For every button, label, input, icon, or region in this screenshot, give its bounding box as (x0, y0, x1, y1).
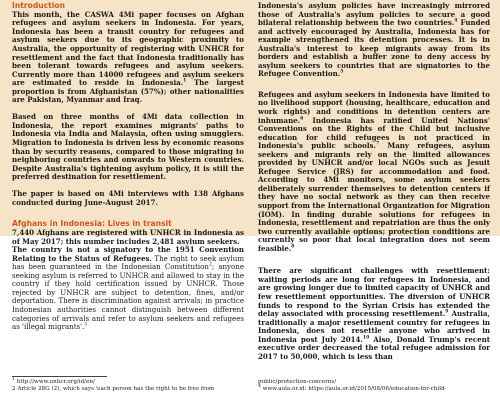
footnote-4: $^4$ www.aula.or.id: https://aula.or.id/2015/08/06/education-for-child- (258, 384, 447, 393)
intro-paragraph-2: Based on three months of 4Mi data collection in Indonesia, the report examines migrants' paths to Indonesia via India and Malaysia, often using smugglers. Migration to Indonesia is driven less by economic reasons than by security reasons, compared to those migrating to neighboring countries and onwards to Western countries. Despite Australia's tightening asylum policy, it is still the preferred destination for resettlement. (12, 112, 244, 182)
right-paragraph-3: There are significant challenges with resettlement: waiting periods are long for refugees in Indonesia, and are growing longer due to limited capacity of UNHCR and few resettlement opportunities. The diversion of UNHCR funds to respond to the Syrian Crisis has extended the delay associated with processing resettlement.$^9$ Australia, traditionally a major resettlement country for refugees in Indonesia, does not resettle anyone who arrived in Indonesia post July 2014.10 Also, Donald Trump's recent executive order decreased the total refugee admission for 2017 to 50,000, which is less than (258, 266, 491, 361)
left-column (12, 0, 244, 332)
right-paragraph-1: Indonesia's asylum policies have increasingly mirrored those of Australia's asylum policies to secure a good bilateral relationship between the two countries.$^4$ Funded and actively encouraged by Australia, Indonesia has for example strengthened its detention processes. It is in Australia's interest to keep migrants away from its borders and establish a buffer zone to deny access by asylum seekers to countries that are signatories to the Refugee Convention.$^5$ (258, 1, 490, 79)
footnotes-left (12, 379, 244, 393)
footnote-2: 2 Article 28G (2), which says 'each person has the right to be free from (12, 386, 215, 393)
right-column (258, 0, 490, 361)
intro-heading: Introduction (12, 1, 66, 10)
intro-paragraph-1: This month, the CASWA 4Mi paper focuses on Afghan refugees and asylum seekers in Indonesia. For years, Indonesia has been a transit country for refugees and asylum seekers due to its geographic proximity to Australia, the opportunity of registering with UNHCR for resettlement and the fact that Indonesia traditionally has been tolerant towards refugees and asylum seekers. Currently more than 14000 refugees and asylum seekers are estimated to reside in Indonesia.$^1$ The largest proportion is from Afghanistan (57%); other nationalities are Pakistan, Myanmar and Iraq. (12, 9, 244, 105)
intro-paragraph-3: The paper is based on 4Mi interviews with 138 Afghans conducted during June-August 2017. (12, 189, 244, 207)
footnote-divider (12, 376, 107, 377)
transit-lead: 7,440 Afghans are registered with UNHCR in Indonesia as of May 2017; this number includes 2,481 asylum seekers. (12, 228, 244, 246)
transit-heading: Afghans in Indonesia: Lives in transit (12, 219, 172, 229)
transit-body: The country is not a signatory to the 1951 Convention Relating to the Status of Refugees. The right to seek asylum has been guaranteed in the Indonesian Constitution$^2$; anyone seeking asylum is referred to UNHCR and allowed to stay in the country if they hold certification issued by UNHCR. Those rejected by UNHCR are subject to detention, fines, and/or deportation. There is discrimination against arrivals; in practice Indonesian authorities cannot distinguish between different categories of arrivals and refer to asylum seekers and refugees as 'illegal migrants'.$^3$ (12, 245, 245, 332)
footnotes-right (258, 379, 490, 393)
footnote-1: $^1$ http://www.unhcr.org/id/en/ (12, 377, 95, 385)
footnote-3-continued: public/protection-concerns/ (258, 379, 337, 385)
right-paragraph-2: Refugees and asylum seekers in Indonesia have limited to no livelihood support (housing, healthcare, education and work rights) and conditions in detention centers are inhumane.$^6$ Indonesia has ratified United Nations' Conventions on the Rights of the Child but inclusive education for child refugees is not practiced in Indonesia's public schools.$^7$ Many refugees, asylum seekers and migrants rely on the limited allowances provided by UNHCR and/or local NGOs such as Jesuit Refugee Service (JRS) for accommodation and food. According to 4Mi monitors, some asylum seekers deliberately surrender themselves to detention centers if they have no social network as they can then receive support from the International Organization for Migration (IOM). In finding durable solutions for refugees in Indonesia, resettlement and repatriation are thus the only two currently available options; protection conditions are currently so poor that local integration does not seem feasible.$^8$ (258, 89, 491, 253)
